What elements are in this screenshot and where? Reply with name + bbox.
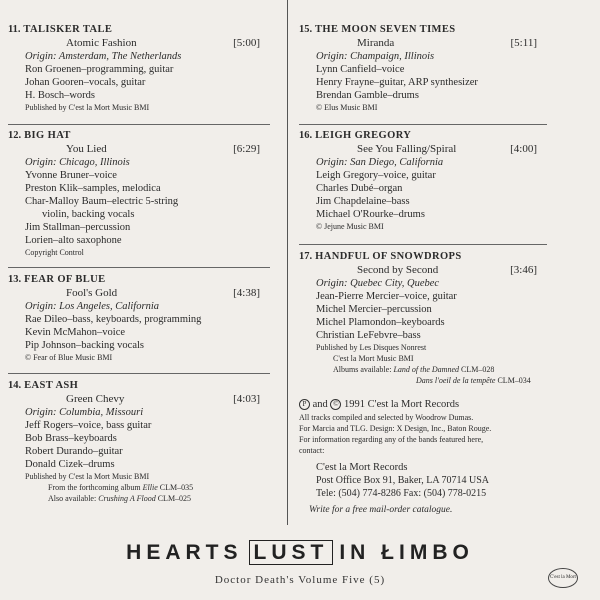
credit: H. Bosch–words: [25, 90, 95, 101]
track-origin: Origin: Amsterdam, The Netherlands: [25, 51, 182, 62]
credit: Johan Gooren–vocals, guitar: [25, 77, 146, 88]
track-song: See You Falling/Spiral: [357, 143, 457, 155]
track-number: 16.: [299, 130, 313, 141]
track-origin: Origin: Columbia, Missouri: [25, 407, 144, 418]
track-15: [299, 23, 547, 113]
credit: Michel Mercier–percussion: [316, 304, 432, 315]
track-artist: BIG HAT: [24, 130, 71, 141]
separator: [8, 373, 270, 374]
album-note: Also available: Crushing A Flood CLM–025: [48, 494, 192, 503]
track-song: Second by Second: [357, 264, 439, 276]
track-publisher: Published by Les Disques Nonrest: [316, 343, 427, 352]
album-note: Dans l'oeil de la tempête CLM–034: [416, 376, 531, 385]
track-time: [4:03]: [233, 393, 260, 405]
credit: Jim Chapdelaine–bass: [316, 196, 410, 207]
credit: Ron Groenen–programming, guitar: [25, 64, 174, 75]
track-song: Miranda: [357, 37, 395, 49]
track-11: [8, 23, 270, 113]
catalogue-note: Write for a free mail-order catalogue.: [309, 505, 453, 515]
track-number: 15.: [299, 24, 313, 35]
track-publisher: Published by C'est la Mort Music BMI: [25, 103, 150, 112]
copyright-line: For information regarding any of the bands featured here,: [299, 435, 484, 444]
track-number: 12.: [8, 130, 22, 141]
album-title: HEARTS LUST IN ŁIMBO: [126, 541, 474, 564]
album-subtitle: Doctor Death's Volume Five (5): [214, 574, 386, 586]
credit: Bob Brass–keyboards: [25, 433, 117, 444]
credit: Preston Klik–samples, melodica: [25, 183, 161, 194]
track-origin: Origin: San Diego, California: [316, 157, 444, 168]
track-number: 14.: [8, 380, 22, 391]
track-origin: Origin: Chicago, Illinois: [25, 157, 130, 168]
track-artist: LEIGH GREGORY: [315, 130, 412, 141]
label-phones: Tele: (504) 774-8286 Fax: (504) 778-0215: [316, 488, 487, 499]
label-logo: C'est la Mort: [548, 568, 578, 588]
credit: Donald Cizek–drums: [25, 459, 115, 470]
album-note: From the forthcoming album Ellie CLM–035: [48, 483, 194, 492]
track-14: [8, 379, 270, 504]
album-title-boxed: LUST: [249, 540, 334, 565]
track-artist: TALISKER TALE: [23, 24, 113, 35]
credit: Michael O'Rourke–drums: [316, 209, 425, 220]
separator: [299, 244, 547, 245]
track-song: Fool's Gold: [66, 287, 118, 299]
track-origin: Origin: Champaign, Illinois: [316, 51, 435, 62]
credit: Jeff Rogers–voice, bass guitar: [25, 420, 152, 431]
credit: Char-Malloy Baum–electric 5-string: [25, 196, 179, 207]
track-publisher: Copyright Control: [25, 248, 84, 257]
track-origin: Origin: Los Angeles, California: [25, 301, 159, 312]
credit: Lorien–alto saxophone: [25, 235, 122, 246]
track-number: 13.: [8, 274, 22, 285]
track-publisher: © Elus Music BMI: [316, 103, 378, 112]
track-artist: EAST ASH: [24, 380, 79, 391]
copyright-line: All tracks compiled and selected by Woodrow Dumas.: [299, 413, 474, 422]
track-artist: HANDFUL OF SNOWDROPS: [315, 251, 462, 262]
credit: Jim Stallman–percussion: [25, 222, 131, 233]
credit: Lynn Canfield–voice: [316, 64, 405, 75]
credit: Robert Durando–guitar: [25, 446, 123, 457]
track-publisher: © Jejune Music BMI: [316, 222, 384, 231]
track-time: [4:00]: [510, 143, 537, 155]
credit: Charles Dubé–organ: [316, 183, 403, 194]
track-number: 17.: [299, 251, 313, 262]
track-publisher: Published by C'est la Mort Music BMI: [25, 472, 150, 481]
credit: Jean-Pierre Mercier–voice, guitar: [316, 291, 457, 302]
copyright-line: For Marcia and TLG. Design: X Design, Inc., Baton Rouge.: [299, 424, 492, 433]
credit: Brendan Gamble–drums: [316, 90, 419, 101]
credit: Rae Dileo–bass, keyboards, programming: [25, 314, 202, 325]
copyright-year: 1991 C'est la Mort Records: [341, 399, 460, 410]
credit: Christian LeFebvre–bass: [316, 330, 421, 341]
label-name: C'est la Mort Records: [316, 462, 408, 473]
track-song: Green Chevy: [66, 393, 125, 405]
track-origin: Origin: Quebec City, Quebec: [316, 278, 440, 289]
column-divider: [287, 0, 288, 525]
credit: Leigh Gregory–voice, guitar: [316, 170, 436, 181]
track-time: [4:38]: [233, 287, 260, 299]
copyright-block: P and © 1991 C'est la Mort Records All tracks compiled and selected by Woodrow Dumas. For Marcia and TLG. Design: X Design, Inc., Baton Rouge. For information regarding any of the bands featured here, contact: C'est la Mort Records Post Office Box 91, Baker, LA 70714 USA Tele: (504) 774-8286 Fax: (504) 778-0215 Write for a free mail-order catalogue.: [299, 398, 547, 517]
track-song: Atomic Fashion: [66, 37, 137, 49]
track-time: [3:46]: [510, 264, 537, 276]
track-12: [8, 129, 270, 258]
track-time: [5:00]: [233, 37, 260, 49]
copyright-line: contact:: [299, 446, 325, 455]
c-symbol: ©: [330, 399, 341, 410]
track-song: You Lied: [66, 143, 107, 155]
credit: Michel Plamondon–keyboards: [316, 317, 445, 328]
separator: [299, 124, 547, 125]
track-17: [299, 250, 547, 386]
album-note: Albums available: Land of the Damned CLM–028: [333, 365, 495, 374]
credit: Henry Frayne–guitar, ARP synthesizer: [316, 77, 478, 88]
label-address: Post Office Box 91, Baker, LA 70714 USA: [316, 475, 490, 486]
credit: Kevin McMahon–voice: [25, 327, 126, 338]
track-16: [299, 129, 547, 232]
credit: Pip Johnson–backing vocals: [25, 340, 144, 351]
track-time: [6:29]: [233, 143, 260, 155]
track-artist: FEAR OF BLUE: [24, 274, 106, 285]
separator: [8, 267, 270, 268]
track-time: [5:11]: [510, 37, 537, 49]
track-number: 11.: [8, 24, 21, 35]
p-symbol: P: [299, 399, 310, 410]
track-publisher: © Fear of Blue Music BMI: [25, 353, 113, 362]
track-13: [8, 273, 270, 363]
credit: violin, backing vocals: [42, 209, 135, 220]
separator: [8, 124, 270, 125]
album-note: C'est la Mort Music BMI: [333, 354, 414, 363]
track-artist: THE MOON SEVEN TIMES: [314, 24, 456, 35]
credit: Yvonne Bruner–voice: [25, 170, 117, 181]
